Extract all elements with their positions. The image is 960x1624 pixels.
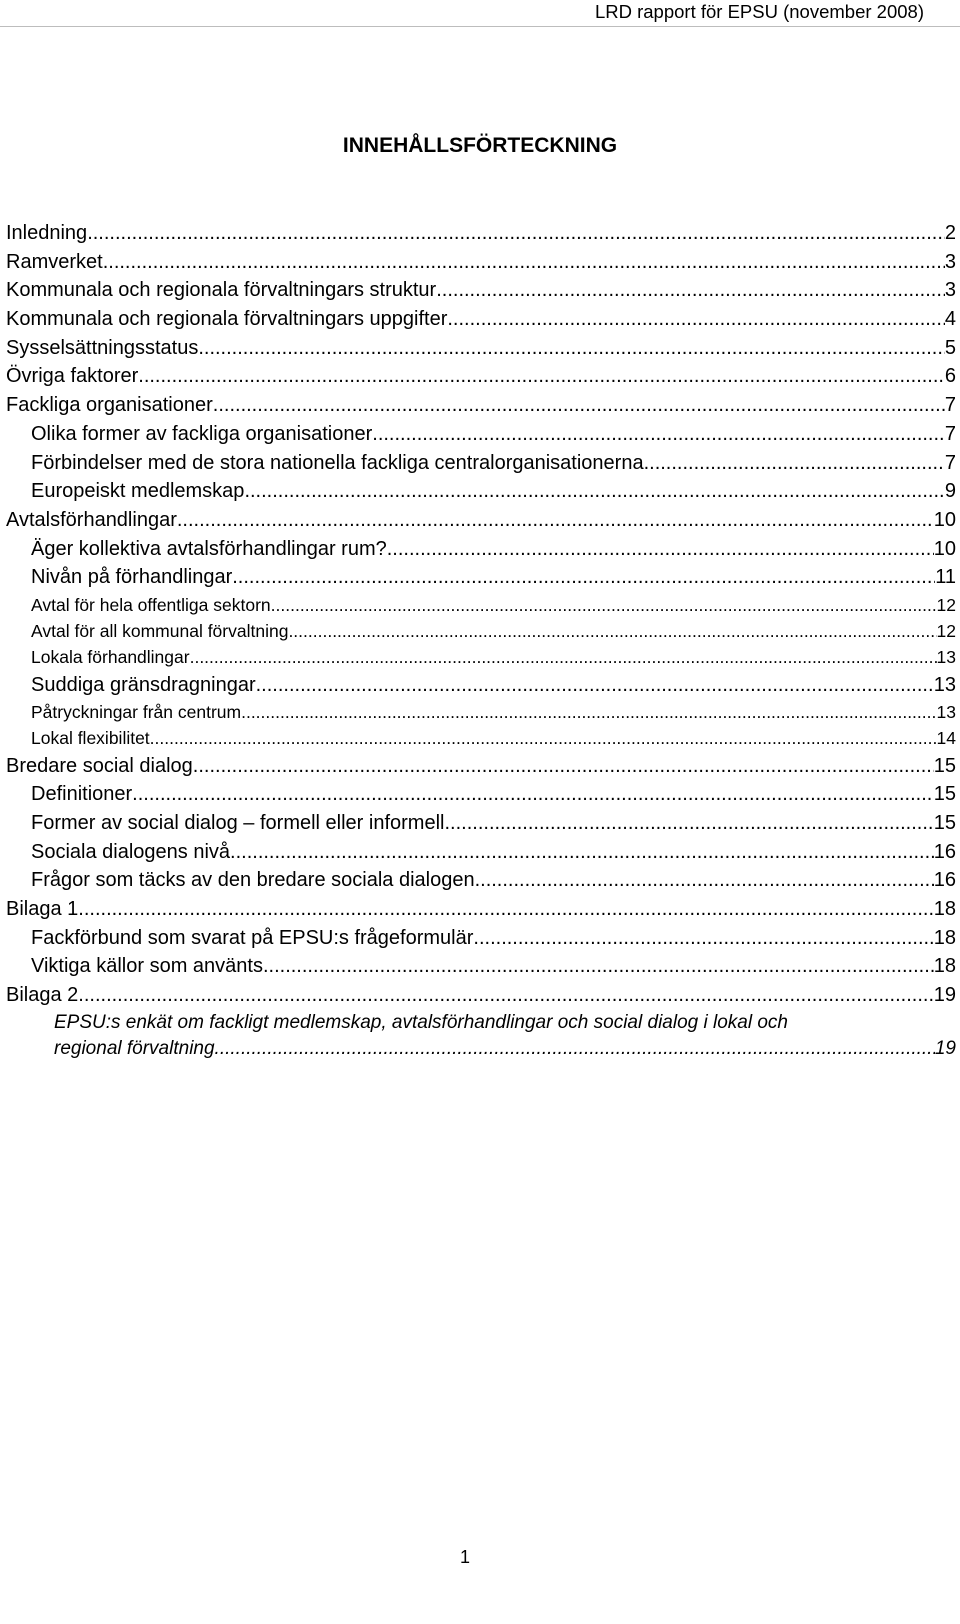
toc-entry-page: 19 xyxy=(934,1038,956,1060)
toc-entry-page: 19 xyxy=(933,984,956,1007)
toc-entry-page: 13 xyxy=(933,673,956,696)
toc-entry[interactable] xyxy=(6,725,956,751)
toc-entry[interactable] xyxy=(6,276,956,305)
toc-entry-title: Olika former av fackliga organisationer xyxy=(31,422,373,445)
toc-entry-title: Nivån på förhandlingar xyxy=(31,566,233,589)
toc-entry-title: Lokal flexibilitet xyxy=(31,728,150,749)
toc-entry-title: Viktiga källor som använts xyxy=(31,955,263,978)
toc-dot-leader xyxy=(372,420,945,449)
toc-entry-title: Sysselsättningsstatus xyxy=(6,336,199,359)
toc-entry[interactable] xyxy=(6,618,956,644)
toc-dot-leader xyxy=(198,334,945,363)
toc-entry-page: 15 xyxy=(933,783,956,806)
toc-entry-title: Europeiskt medlemskap xyxy=(31,480,245,503)
toc-entry[interactable] xyxy=(6,535,956,564)
toc-dot-leader xyxy=(193,752,934,781)
toc-entry-title: Avtalsförhandlingar xyxy=(6,508,177,531)
toc-entry-title: Fackförbund som svarat på EPSU:s frågeformulär xyxy=(31,926,474,949)
toc-entry-page: 10 xyxy=(933,537,956,560)
toc-entry[interactable] xyxy=(6,1036,956,1063)
toc-entry-page: 18 xyxy=(933,926,956,949)
toc-dot-leader xyxy=(271,592,937,618)
toc-entry[interactable] xyxy=(6,592,956,618)
toc-dot-leader xyxy=(436,276,945,305)
toc-dot-leader xyxy=(78,895,933,924)
toc-entry-title: Sociala dialogens nivå xyxy=(31,840,231,863)
toc-dot-leader xyxy=(177,506,934,535)
toc-entry[interactable] xyxy=(6,449,956,478)
toc-dot-leader xyxy=(190,644,937,670)
toc-entry-page: 11 xyxy=(935,566,956,589)
toc-entry-text-line[interactable]: EPSU:s enkät om fackligt medlemskap, avtalsförhandlingar och social dialog i lokal och xyxy=(54,1011,788,1033)
toc-entry[interactable] xyxy=(6,391,956,420)
toc-entry-page: 5 xyxy=(944,336,956,359)
toc-entry-page: 13 xyxy=(936,702,956,723)
toc-dot-leader xyxy=(244,477,944,506)
toc-title: INNEHÅLLSFÖRTECKNING xyxy=(342,134,618,157)
toc-entry-title: Kommunala och regionala förvaltningars struktur xyxy=(6,279,437,302)
toc-entry-page: 12 xyxy=(936,594,956,615)
toc-entry[interactable] xyxy=(6,699,956,725)
toc-entry[interactable] xyxy=(6,563,956,592)
toc-entry[interactable] xyxy=(6,334,956,363)
toc-dot-leader xyxy=(132,780,934,809)
toc-dot-leader xyxy=(215,1036,935,1063)
toc-entry-page: 15 xyxy=(933,811,956,834)
table-of-contents xyxy=(6,219,956,1063)
toc-dot-leader xyxy=(288,618,936,644)
toc-entry-page: 10 xyxy=(933,508,956,531)
toc-entry[interactable] xyxy=(6,477,956,506)
toc-entry-title: Former av social dialog – formell eller informell xyxy=(31,811,445,834)
toc-entry-title: regional förvaltning xyxy=(54,1038,215,1060)
toc-entry-page: 7 xyxy=(944,422,956,445)
toc-entry[interactable] xyxy=(6,924,956,953)
toc-entry[interactable] xyxy=(6,780,956,809)
toc-dot-leader xyxy=(447,305,945,334)
header-divider xyxy=(0,26,960,27)
toc-entry-page: 14 xyxy=(936,728,956,749)
toc-dot-leader xyxy=(263,952,934,981)
toc-entry-page: 15 xyxy=(933,754,956,777)
toc-entry[interactable] xyxy=(6,671,956,700)
toc-entry-title: Definitioner xyxy=(31,783,133,806)
toc-entry-page: 7 xyxy=(944,394,956,417)
toc-dot-leader xyxy=(232,563,935,592)
toc-entry-page: 6 xyxy=(944,365,956,388)
toc-entry[interactable] xyxy=(6,219,956,248)
toc-entry-page: 18 xyxy=(933,898,956,920)
running-header: LRD rapport för EPSU (november 2008) xyxy=(594,1,924,22)
toc-entry-title: Bilaga 1 xyxy=(6,898,79,920)
toc-entry[interactable] xyxy=(6,506,956,535)
toc-entry[interactable] xyxy=(6,838,956,867)
toc-entry[interactable] xyxy=(6,305,956,334)
toc-entry-page: 16 xyxy=(933,869,956,892)
toc-entry[interactable] xyxy=(6,752,956,781)
toc-entry-title: Suddiga gränsdragningar xyxy=(31,673,256,696)
toc-entry-page: 13 xyxy=(936,647,956,668)
toc-dot-leader xyxy=(475,866,934,895)
toc-dot-leader xyxy=(241,699,936,725)
toc-entry-title: Lokala förhandlingar xyxy=(31,647,190,668)
toc-entry-title: Kommunala och regionala förvaltningars uppgifter xyxy=(6,308,448,331)
toc-entry-title: Fackliga organisationer xyxy=(6,394,213,417)
toc-entry-page: 7 xyxy=(944,451,956,474)
toc-entry-page: 9 xyxy=(944,480,956,503)
toc-dot-leader xyxy=(138,362,945,391)
toc-entry-title: Bilaga 2 xyxy=(6,984,79,1007)
toc-dot-leader xyxy=(78,981,933,1010)
toc-entry-page: 18 xyxy=(933,955,956,978)
toc-entry-page: 2 xyxy=(944,222,956,244)
toc-entry-title: Äger kollektiva avtalsförhandlingar rum? xyxy=(31,537,387,560)
toc-entry-title: Påtryckningar från centrum xyxy=(31,702,242,723)
toc-entry-title: Avtal för all kommunal förvaltning xyxy=(31,621,289,642)
toc-entry-page: 3 xyxy=(944,250,956,273)
toc-dot-leader xyxy=(473,924,933,953)
toc-entry-page: 3 xyxy=(944,279,956,302)
toc-entry-title: Ramverket xyxy=(6,250,103,273)
toc-dot-leader xyxy=(256,671,934,700)
toc-dot-leader xyxy=(150,725,937,751)
toc-dot-leader xyxy=(644,449,945,478)
toc-entry[interactable] xyxy=(6,420,956,449)
toc-entry[interactable] xyxy=(6,866,956,895)
toc-dot-leader xyxy=(444,809,933,838)
toc-entry-title: Inledning xyxy=(6,222,88,244)
toc-dot-leader xyxy=(87,219,945,248)
toc-entry-page: 12 xyxy=(936,621,956,642)
toc-entry[interactable] xyxy=(6,362,956,391)
page-number: 1 xyxy=(459,1547,470,1567)
toc-entry-page: 4 xyxy=(944,308,956,331)
toc-dot-leader xyxy=(213,391,945,420)
toc-entry[interactable] xyxy=(6,248,956,277)
toc-entry[interactable] xyxy=(6,895,956,924)
toc-entry[interactable] xyxy=(6,952,956,981)
toc-entry-title: Förbindelser med de stora nationella fackliga centralorganisationerna xyxy=(31,451,644,474)
toc-entry-page: 16 xyxy=(933,840,956,863)
toc-entry[interactable] xyxy=(6,809,956,838)
toc-dot-leader xyxy=(230,838,934,867)
toc-dot-leader xyxy=(387,535,934,564)
toc-dot-leader xyxy=(103,248,945,277)
toc-entry[interactable] xyxy=(6,644,956,670)
toc-entry-title: Bredare social dialog xyxy=(6,754,193,777)
toc-entry[interactable] xyxy=(6,981,956,1010)
toc-entry-title: Frågor som täcks av den bredare sociala dialogen xyxy=(31,869,475,892)
toc-entry-title: Avtal för hela offentliga sektorn xyxy=(31,594,271,615)
toc-entry-title: Övriga faktorer xyxy=(6,365,139,388)
